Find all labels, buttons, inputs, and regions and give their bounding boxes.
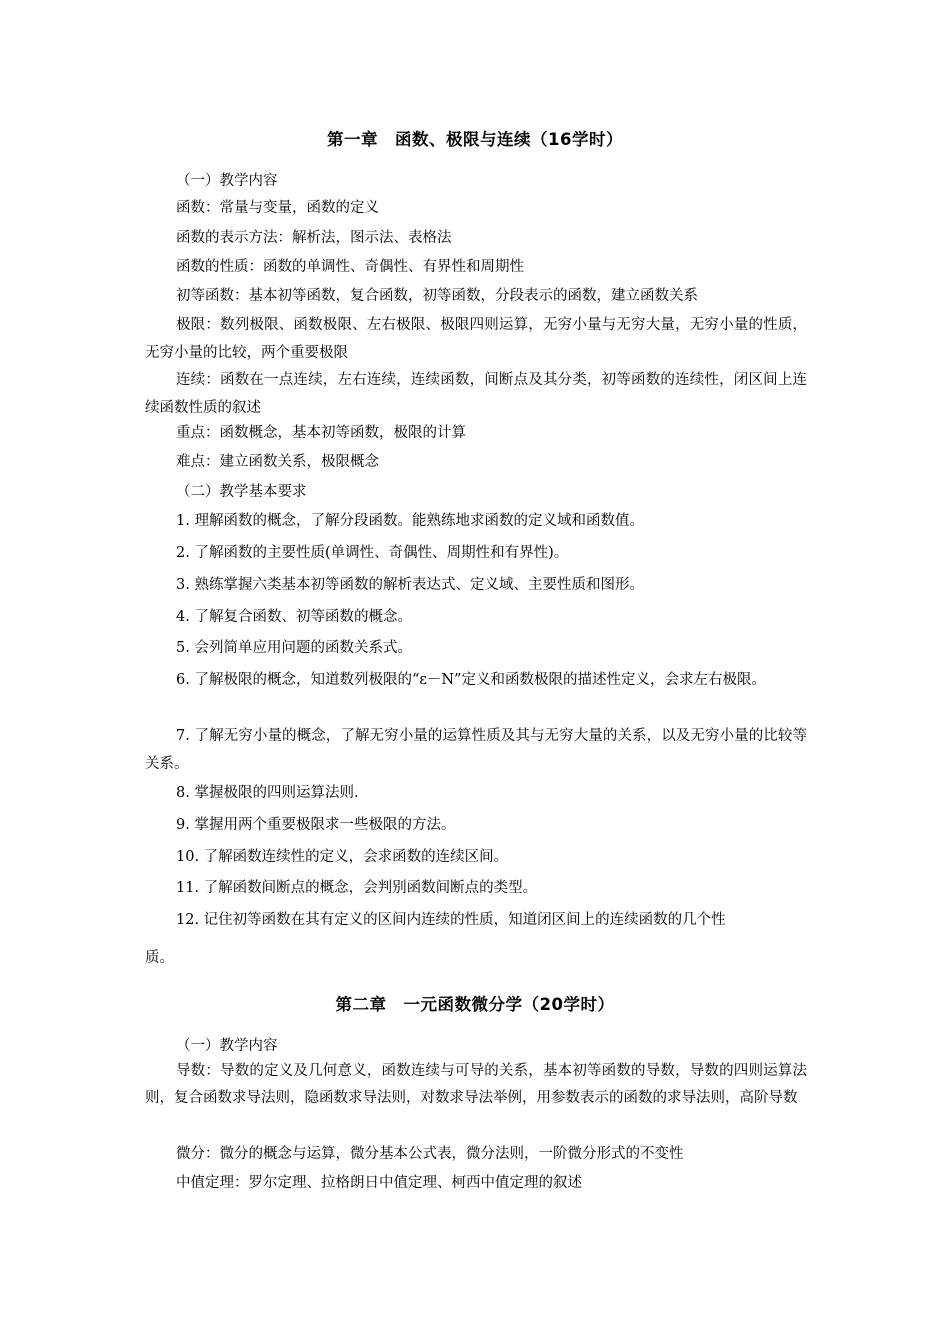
content-item: 函数：常量与变量，函数的定义	[176, 200, 379, 216]
requirement-item: 8. 掌握极限的四则运算法则.	[176, 785, 359, 801]
requirement-item: 1. 理解函数的概念，了解分段函数。能熟练地求函数的定义域和函数值。	[176, 513, 644, 529]
requirements-heading: （二）教学基本要求	[176, 484, 307, 500]
requirement-item: 6. 了解极限的概念，知道数列极限的“ε－N”定义和函数极限的描述性定义，会求左右极限。	[176, 672, 766, 688]
requirement-item: 2. 了解函数的主要性质(单调性、奇偶性、周期性和有界性)。	[176, 545, 569, 561]
requirement-item: 5. 会列简单应用问题的函数关系式。	[176, 640, 412, 656]
chapter-2-title: 第二章 一元函数微分学（20学时）	[335, 995, 615, 1014]
chapter-1-title: 第一章 函数、极限与连续（16学时）	[327, 130, 623, 149]
content-item: 初等函数：基本初等函数，复合函数，初等函数，分段表示的函数，建立函数关系	[176, 288, 698, 304]
content-item: 函数的表示方法：解析法，图示法、表格法	[176, 230, 452, 246]
requirement-item: 7. 了解无穷小量的概念，了解无穷小量的运算性质及其与无穷大量的关系，以及无穷小量的比较等关系。	[145, 728, 807, 772]
content-heading: （一）教学内容	[176, 173, 278, 189]
requirement-item: 11. 了解函数间断点的概念，会判别函数间断点的类型。	[176, 880, 538, 896]
requirement-item: 4. 了解复合函数、初等函数的概念。	[176, 609, 412, 625]
key-points: 重点：函数概念，基本初等函数，极限的计算	[176, 425, 466, 441]
difficult-points: 难点：建立函数关系，极限概念	[176, 454, 379, 470]
content-heading: （一）教学内容	[176, 1038, 278, 1054]
content-item: 导数：导数的定义及几何意义，函数连续与可导的关系，基本初等函数的导数，导数的四则运算法则，复合函数求导法则，隐函数求导法则，对数求导法举例，用参数表示的函数的求导法则，高阶导数	[145, 1063, 807, 1106]
requirement-item: 3. 熟练掌握六类基本初等函数的解析表达式、定义域、主要性质和图形。	[176, 577, 644, 593]
requirement-item: 12. 记住初等函数在其有定义的区间内连续的性质，知道闭区间上的连续函数的几个性	[176, 912, 726, 928]
content-item: 中值定理：罗尔定理、拉格朗日中值定理、柯西中值定理的叙述	[176, 1175, 582, 1191]
content-item: 极限：数列极限、函数极限、左右极限、极限四则运算，无穷小量与无穷大量，无穷小量的性质，无穷小量的比较，两个重要极限	[145, 317, 807, 361]
content-item: 微分：微分的概念与运算，微分基本公式表，微分法则，一阶微分形式的不变性	[176, 1146, 684, 1162]
content-item: 函数的性质：函数的单调性、奇偶性、有界性和周期性	[176, 259, 524, 275]
content-item: 连续：函数在一点连续，左右连续，连续函数，间断点及其分类，初等函数的连续性，闭区间上连续函数性质的叙述	[145, 372, 807, 416]
requirement-item: 10. 了解函数连续性的定义，会求函数的连续区间。	[176, 849, 509, 865]
requirement-item: 9. 掌握用两个重要极限求一些极限的方法。	[176, 817, 456, 833]
requirement-item-continuation: 质。	[145, 950, 174, 966]
